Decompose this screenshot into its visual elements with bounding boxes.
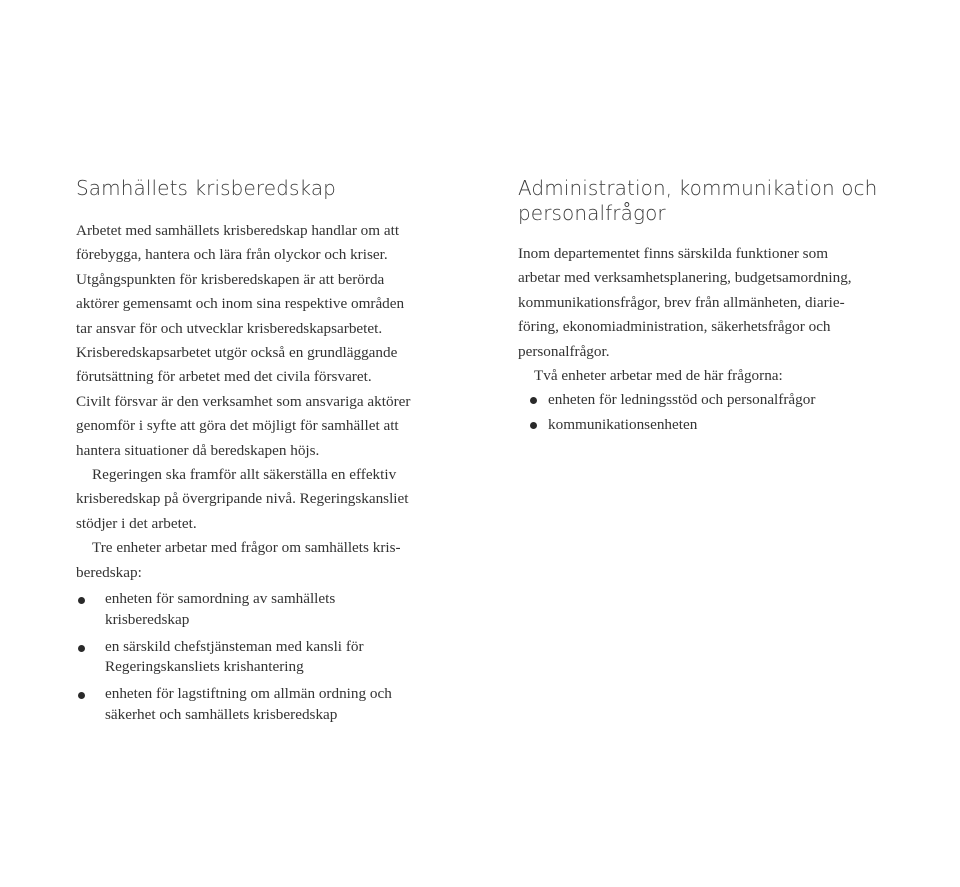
list-item: enheten för lagstiftning om allmän ordning och säkerhet och samhällets krisberedskap: [76, 684, 456, 725]
bullet-icon: [530, 397, 537, 404]
list-item: kommunikationsenheten: [518, 413, 918, 437]
bullet-icon: [530, 422, 537, 429]
paragraph-tre-enheter: Tre enheter arbetar med frågor om samhällets kris- beredskap:: [76, 539, 401, 581]
bullet-icon: [78, 645, 85, 652]
left-column: [76, 176, 456, 732]
paragraph-regeringen: Regeringen ska framför allt säkerställa en effektiv krisberedskap på övergripande nivå. Regeringskansliet stödjer i det arbetet.: [76, 466, 409, 532]
right-column: [518, 176, 918, 437]
bullet-icon: [78, 597, 85, 604]
paragraph-tva-enheter: Två enheter arbetar med de här frågorna:: [534, 367, 783, 385]
list-item: en särskild chefstjänsteman med kansli för Regeringskansliets krishantering: [76, 637, 456, 678]
list-item: enheten för samordning av samhällets krisberedskap: [76, 589, 456, 630]
section-heading-krisberedskap: Samhällets krisberedskap: [76, 176, 336, 200]
bullet-list-krisberedskap: [76, 589, 456, 725]
paragraph-departementet: Inom departementet finns särskilda funktioner som arbetar med verksamhetsplanering, budgetsamordning, kommunikationsfrågor, brev från allmänheten, diarie- föring, ekonomiadministration, säkerhetsfrågor och personalfrågor.: [518, 245, 852, 360]
paragraph-intro: Arbetet med samhällets krisberedskap handlar om att förebygga, hantera och lära från olyckor och kriser. Utgångspunkten för krisberedskapen är att berörda aktörer gemensamt och inom sina respektive områden tar ansvar för och utvecklar krisberedskapsarbetet. Krisberedskapsarbetet utgör också en grundläggande förutsättning för arbetet med det civila försvaret. Civilt försvar är den verksamhet som ansvariga aktörer genomför i syfte att göra det möjligt för samhället att hantera situationer då beredskapen höjs.: [76, 222, 411, 459]
list-item: enheten för ledningsstöd och personalfrågor: [518, 388, 918, 412]
bullet-list-administration: [518, 388, 918, 437]
bullet-icon: [78, 692, 85, 699]
section-heading-administration: Administration, kommunikation och personalfrågor: [518, 176, 878, 225]
